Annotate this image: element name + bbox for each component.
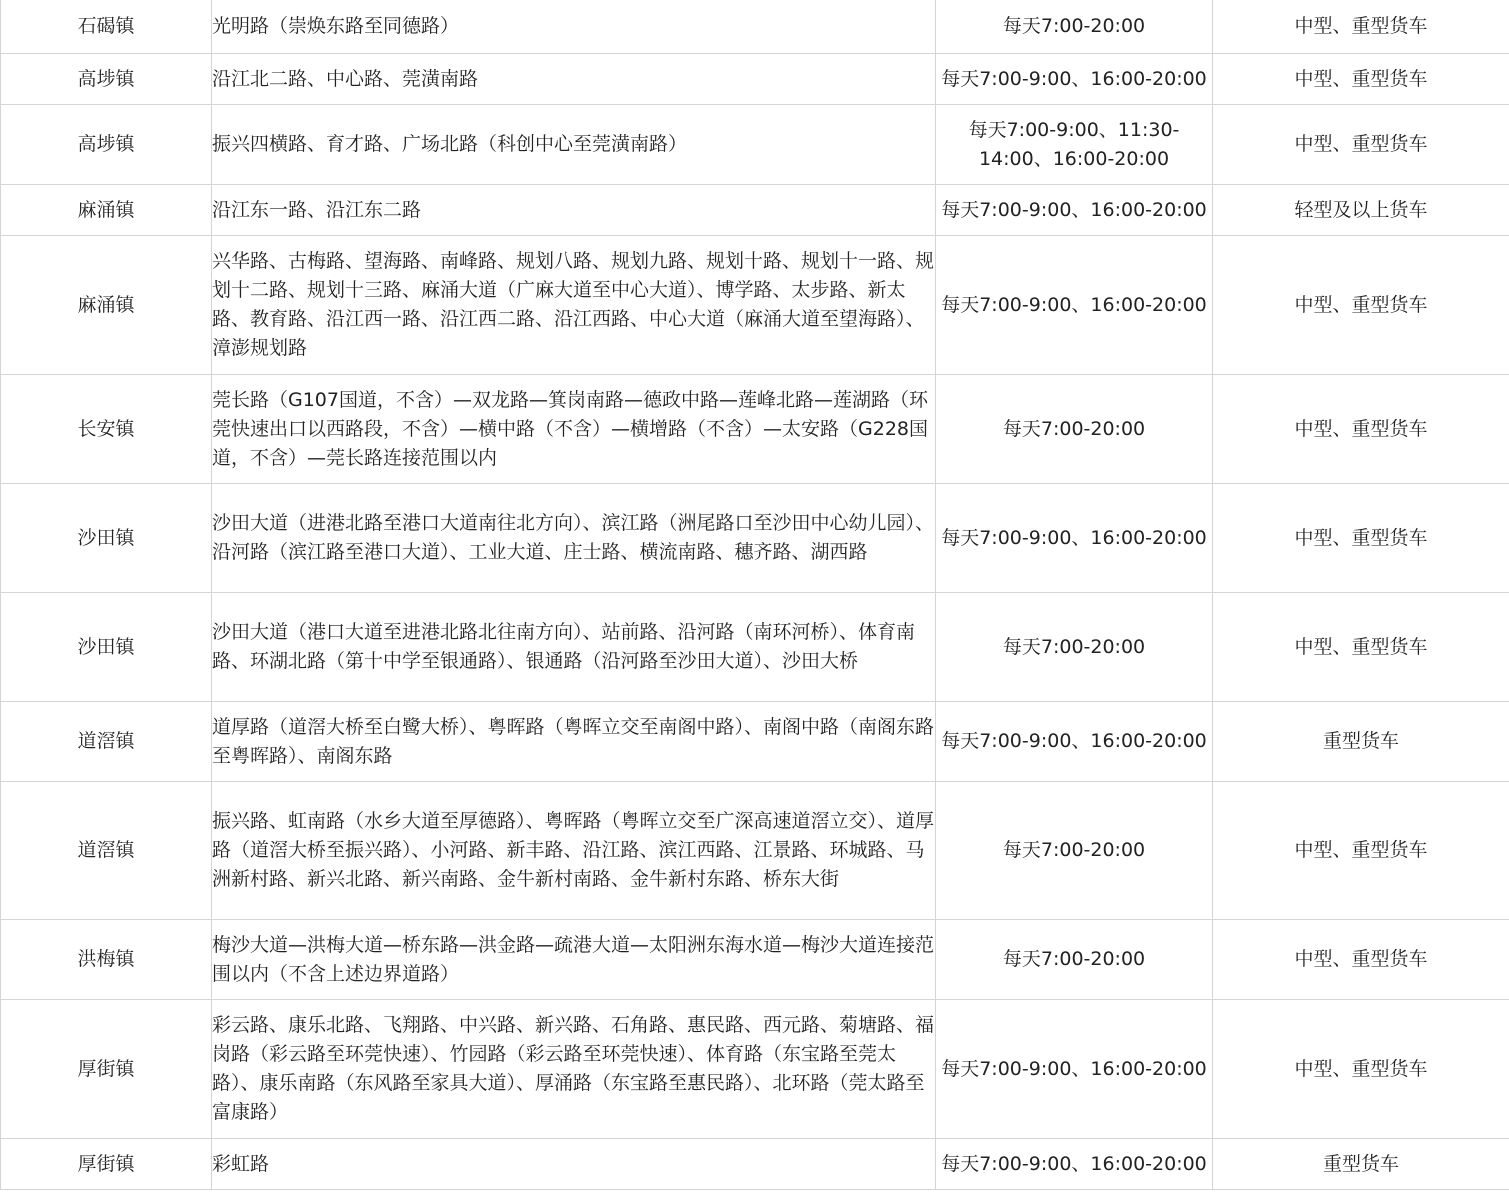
table-row <box>1 484 1509 593</box>
table-row <box>1 1139 1509 1190</box>
town-cell: 沙田镇 <box>1 593 212 702</box>
time-cell: 每天7:00-20:00 <box>936 782 1213 920</box>
vehicle-cell: 中型、重型货车 <box>1213 920 1509 1000</box>
roads-cell: 沿江北二路、中心路、莞潢南路 <box>212 54 936 105</box>
table-row <box>1 702 1509 782</box>
roads-cell: 沙田大道（港口大道至进港北路北往南方向）、站前路、沿河路（南环河桥）、体育南路、环湖北路（第十中学至银通路）、银通路（沿河路至沙田大道）、沙田大桥 <box>212 593 936 702</box>
table-row <box>1 375 1509 484</box>
table-row <box>1 185 1509 236</box>
time-cell: 每天7:00-9:00、16:00-20:00 <box>936 702 1213 782</box>
table-row <box>1 1000 1509 1139</box>
town-cell: 沙田镇 <box>1 484 212 593</box>
roads-cell: 沿江东一路、沿江东二路 <box>212 185 936 236</box>
town-cell: 长安镇 <box>1 375 212 484</box>
table-row <box>1 920 1509 1000</box>
roads-cell: 振兴路、虹南路（水乡大道至厚德路）、粤晖路（粤晖立交至广深高速道滘立交）、道厚路（道滘大桥至振兴路）、小河路、新丰路、沿江路、滨江西路、江景路、环城路、马洲新村路、新兴北路、新兴南路、金牛新村南路、金牛新村东路、桥东大街 <box>212 782 936 920</box>
roads-cell: 沙田大道（进港北路至港口大道南往北方向）、滨江路（洲尾路口至沙田中心幼儿园）、沿河路（滨江路至港口大道）、工业大道、庄士路、横流南路、穗齐路、湖西路 <box>212 484 936 593</box>
roads-cell: 振兴四横路、育才路、广场北路（科创中心至莞潢南路） <box>212 105 936 185</box>
town-cell: 洪梅镇 <box>1 920 212 1000</box>
vehicle-cell: 重型货车 <box>1213 1139 1509 1190</box>
time-cell: 每天7:00-9:00、16:00-20:00 <box>936 185 1213 236</box>
vehicle-cell: 中型、重型货车 <box>1213 0 1509 54</box>
time-cell: 每天7:00-9:00、11:30-14:00、16:00-20:00 <box>936 105 1213 185</box>
town-cell: 石碣镇 <box>1 0 212 54</box>
vehicle-cell: 轻型及以上货车 <box>1213 185 1509 236</box>
vehicle-cell: 中型、重型货车 <box>1213 54 1509 105</box>
time-cell: 每天7:00-20:00 <box>936 0 1213 54</box>
table-row <box>1 782 1509 920</box>
time-cell: 每天7:00-9:00、16:00-20:00 <box>936 484 1213 593</box>
table-row <box>1 593 1509 702</box>
table-row <box>1 105 1509 185</box>
vehicle-cell: 中型、重型货车 <box>1213 782 1509 920</box>
table-row <box>1 236 1509 375</box>
time-cell: 每天7:00-20:00 <box>936 593 1213 702</box>
town-cell: 厚街镇 <box>1 1139 212 1190</box>
roads-cell: 莞长路（G107国道，不含）—双龙路—箕岗南路—德政中路—莲峰北路—莲湖路（环莞快速出口以西路段，不含）—横中路（不含）—横增路（不含）—太安路（G228国道，不含）—莞长路连接范围以内 <box>212 375 936 484</box>
roads-cell: 彩云路、康乐北路、飞翔路、中兴路、新兴路、石角路、惠民路、西元路、菊塘路、福岗路（彩云路至环莞快速）、竹园路（彩云路至环莞快速）、体育路（东宝路至莞太路）、康乐南路（东风路至家具大道）、厚涌路（东宝路至惠民路）、北环路（莞太路至富康路） <box>212 1000 936 1139</box>
town-cell: 道滘镇 <box>1 702 212 782</box>
vehicle-cell: 中型、重型货车 <box>1213 1000 1509 1139</box>
town-cell: 道滘镇 <box>1 782 212 920</box>
time-cell: 每天7:00-9:00、16:00-20:00 <box>936 1000 1213 1139</box>
vehicle-cell: 中型、重型货车 <box>1213 236 1509 375</box>
roads-cell: 梅沙大道—洪梅大道—桥东路—洪金路—疏港大道—太阳洲东海水道—梅沙大道连接范围以内（不含上述边界道路） <box>212 920 936 1000</box>
vehicle-cell: 中型、重型货车 <box>1213 484 1509 593</box>
town-cell: 厚街镇 <box>1 1000 212 1139</box>
time-cell: 每天7:00-9:00、16:00-20:00 <box>936 236 1213 375</box>
table-row <box>1 0 1509 54</box>
roads-cell: 彩虹路 <box>212 1139 936 1190</box>
town-cell: 麻涌镇 <box>1 236 212 375</box>
town-cell: 麻涌镇 <box>1 185 212 236</box>
roads-cell: 兴华路、古梅路、望海路、南峰路、规划八路、规划九路、规划十路、规划十一路、规划十二路、规划十三路、麻涌大道（广麻大道至中心大道）、博学路、太步路、新太路、教育路、沿江西一路、沿江西二路、沿江西路、中心大道（麻涌大道至望海路）、漳澎规划路 <box>212 236 936 375</box>
vehicle-cell: 中型、重型货车 <box>1213 375 1509 484</box>
town-cell: 高埗镇 <box>1 105 212 185</box>
time-cell: 每天7:00-9:00、16:00-20:00 <box>936 54 1213 105</box>
table-row <box>1 54 1509 105</box>
roads-cell: 道厚路（道滘大桥至白鹭大桥）、粤晖路（粤晖立交至南阁中路）、南阁中路（南阁东路至粤晖路）、南阁东路 <box>212 702 936 782</box>
time-cell: 每天7:00-9:00、16:00-20:00 <box>936 1139 1213 1190</box>
vehicle-cell: 中型、重型货车 <box>1213 593 1509 702</box>
town-cell: 高埗镇 <box>1 54 212 105</box>
vehicle-cell: 重型货车 <box>1213 702 1509 782</box>
roads-cell: 光明路（崇焕东路至同德路） <box>212 0 936 54</box>
vehicle-cell: 中型、重型货车 <box>1213 105 1509 185</box>
time-cell: 每天7:00-20:00 <box>936 375 1213 484</box>
time-cell: 每天7:00-20:00 <box>936 920 1213 1000</box>
